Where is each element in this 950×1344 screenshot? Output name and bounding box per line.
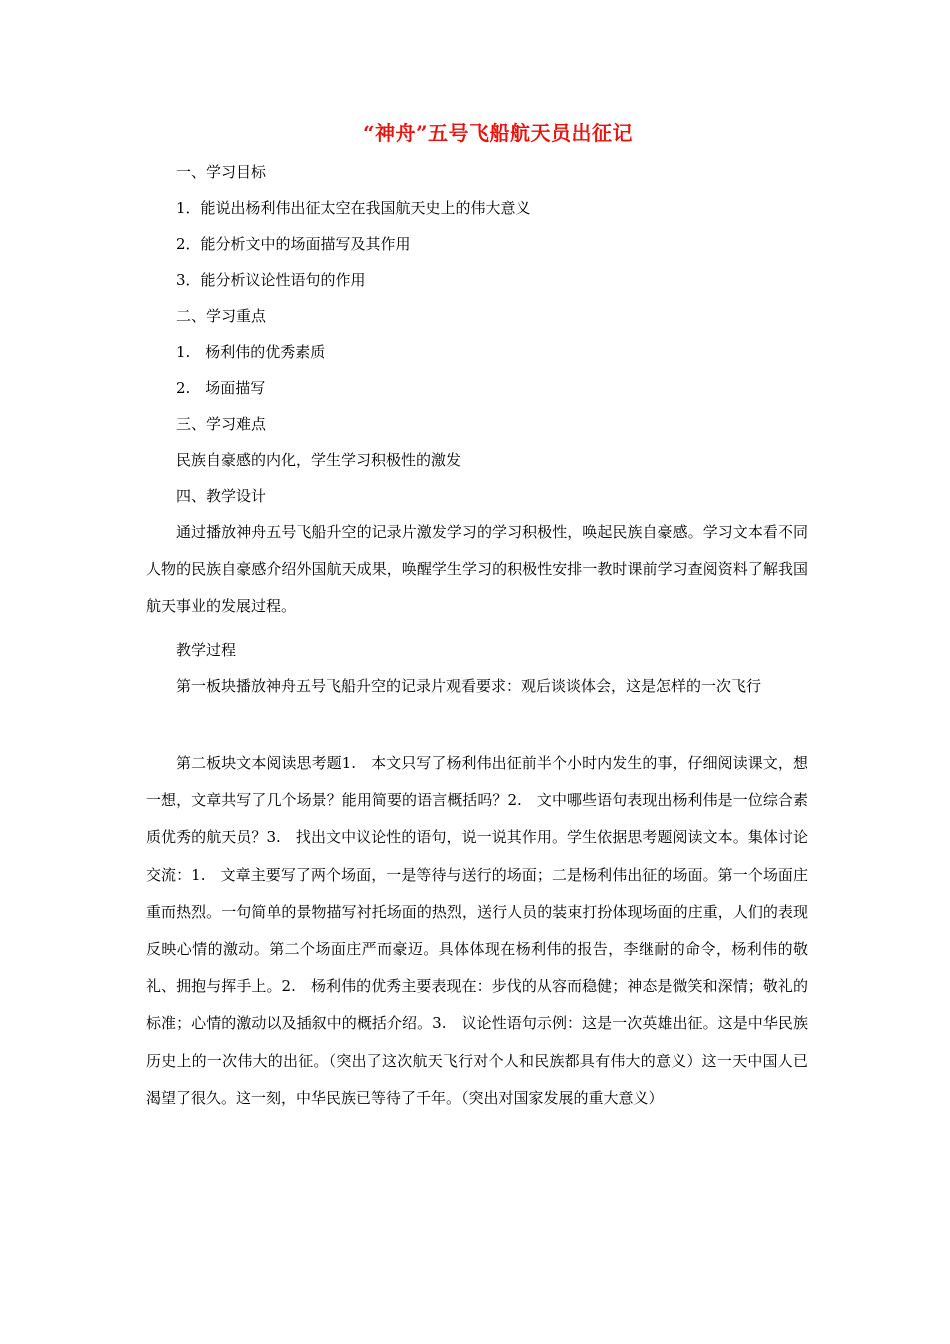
difficulty-text: 民族自豪感的内化，学生学习积极性的激发 <box>176 451 462 469</box>
block-2-paragraph: 第二板块文本阅读思考题1. 本文只写了杨利伟出征前半个小时内发生的事，仔细阅读课文，想一想，文章共写了几个场景？能用简要的语言概括吗？2. 文中哪些语句表现出杨利伟是一位综合素质优秀的航天员？3. 找出文中议论性的语句，说一说其作用。学生依据思考题阅读文本。集体讨论交流：1. 文章主要写了两个场面，一是等待与送行的场面；二是杨利伟出征的场面。第一个场面庄重而热烈。一句简单的景物描写衬托场面的热烈，送行人员的装束打扮体现场面的庄重，人们的表现反映心情的激动。第二个场面庄严而豪迈。具体体现在杨利伟的报告，李继耐的命令，杨利伟的敬礼、拥抱与挥手上。2. 杨利伟的优秀主要表现在：步伐的从容而稳健；神态是微笑和深情；敬礼的标准；心情的激动以及插叙中的概括介绍。3. 议论性语句示例：这是一次英雄出征。这是中华民族历史上的一次伟大的出征。（突出了这次航天飞行对个人和民族都具有伟大的意义）这一天中国人已渴望了很久。这一刻，中华民族已等待了千年。（突出对国家发展的重大意义） <box>146 754 808 1107</box>
document-title: “神舟”五号飞船航天员出征记 <box>362 121 633 145</box>
goal-item-2: 2．能分析文中的场面描写及其作用 <box>176 235 411 253</box>
goal-item-3: 3．能分析议论性语句的作用 <box>176 271 366 289</box>
section-heading-focus: 二、学习重点 <box>176 307 267 325</box>
section-heading-goals: 一、学习目标 <box>176 163 267 181</box>
focus-item-2: 2. 场面描写 <box>176 379 266 397</box>
section-heading-design: 四、教学设计 <box>176 487 267 505</box>
goal-item-1: 1．能说出杨利伟出征太空在我国航天史上的伟大意义 <box>176 199 531 217</box>
focus-item-1: 1. 杨利伟的优秀素质 <box>176 343 326 361</box>
design-paragraph: 通过播放神舟五号飞船升空的记录片激发学习的学习积极性，唤起民族自豪感。学习文本看不同人物的民族自豪感介绍外国航天成果，唤醒学生学习的积极性安排一教时课前学习查阅资料了解我国航天事业的发展过程。 <box>146 523 808 616</box>
section-heading-difficulty: 三、学习难点 <box>176 415 267 433</box>
block-1-paragraph: 第一板块播放神舟五号飞船升空的记录片观看要求：观后谈谈体会，这是怎样的一次飞行 <box>176 677 762 695</box>
section-heading-process: 教学过程 <box>176 641 237 659</box>
